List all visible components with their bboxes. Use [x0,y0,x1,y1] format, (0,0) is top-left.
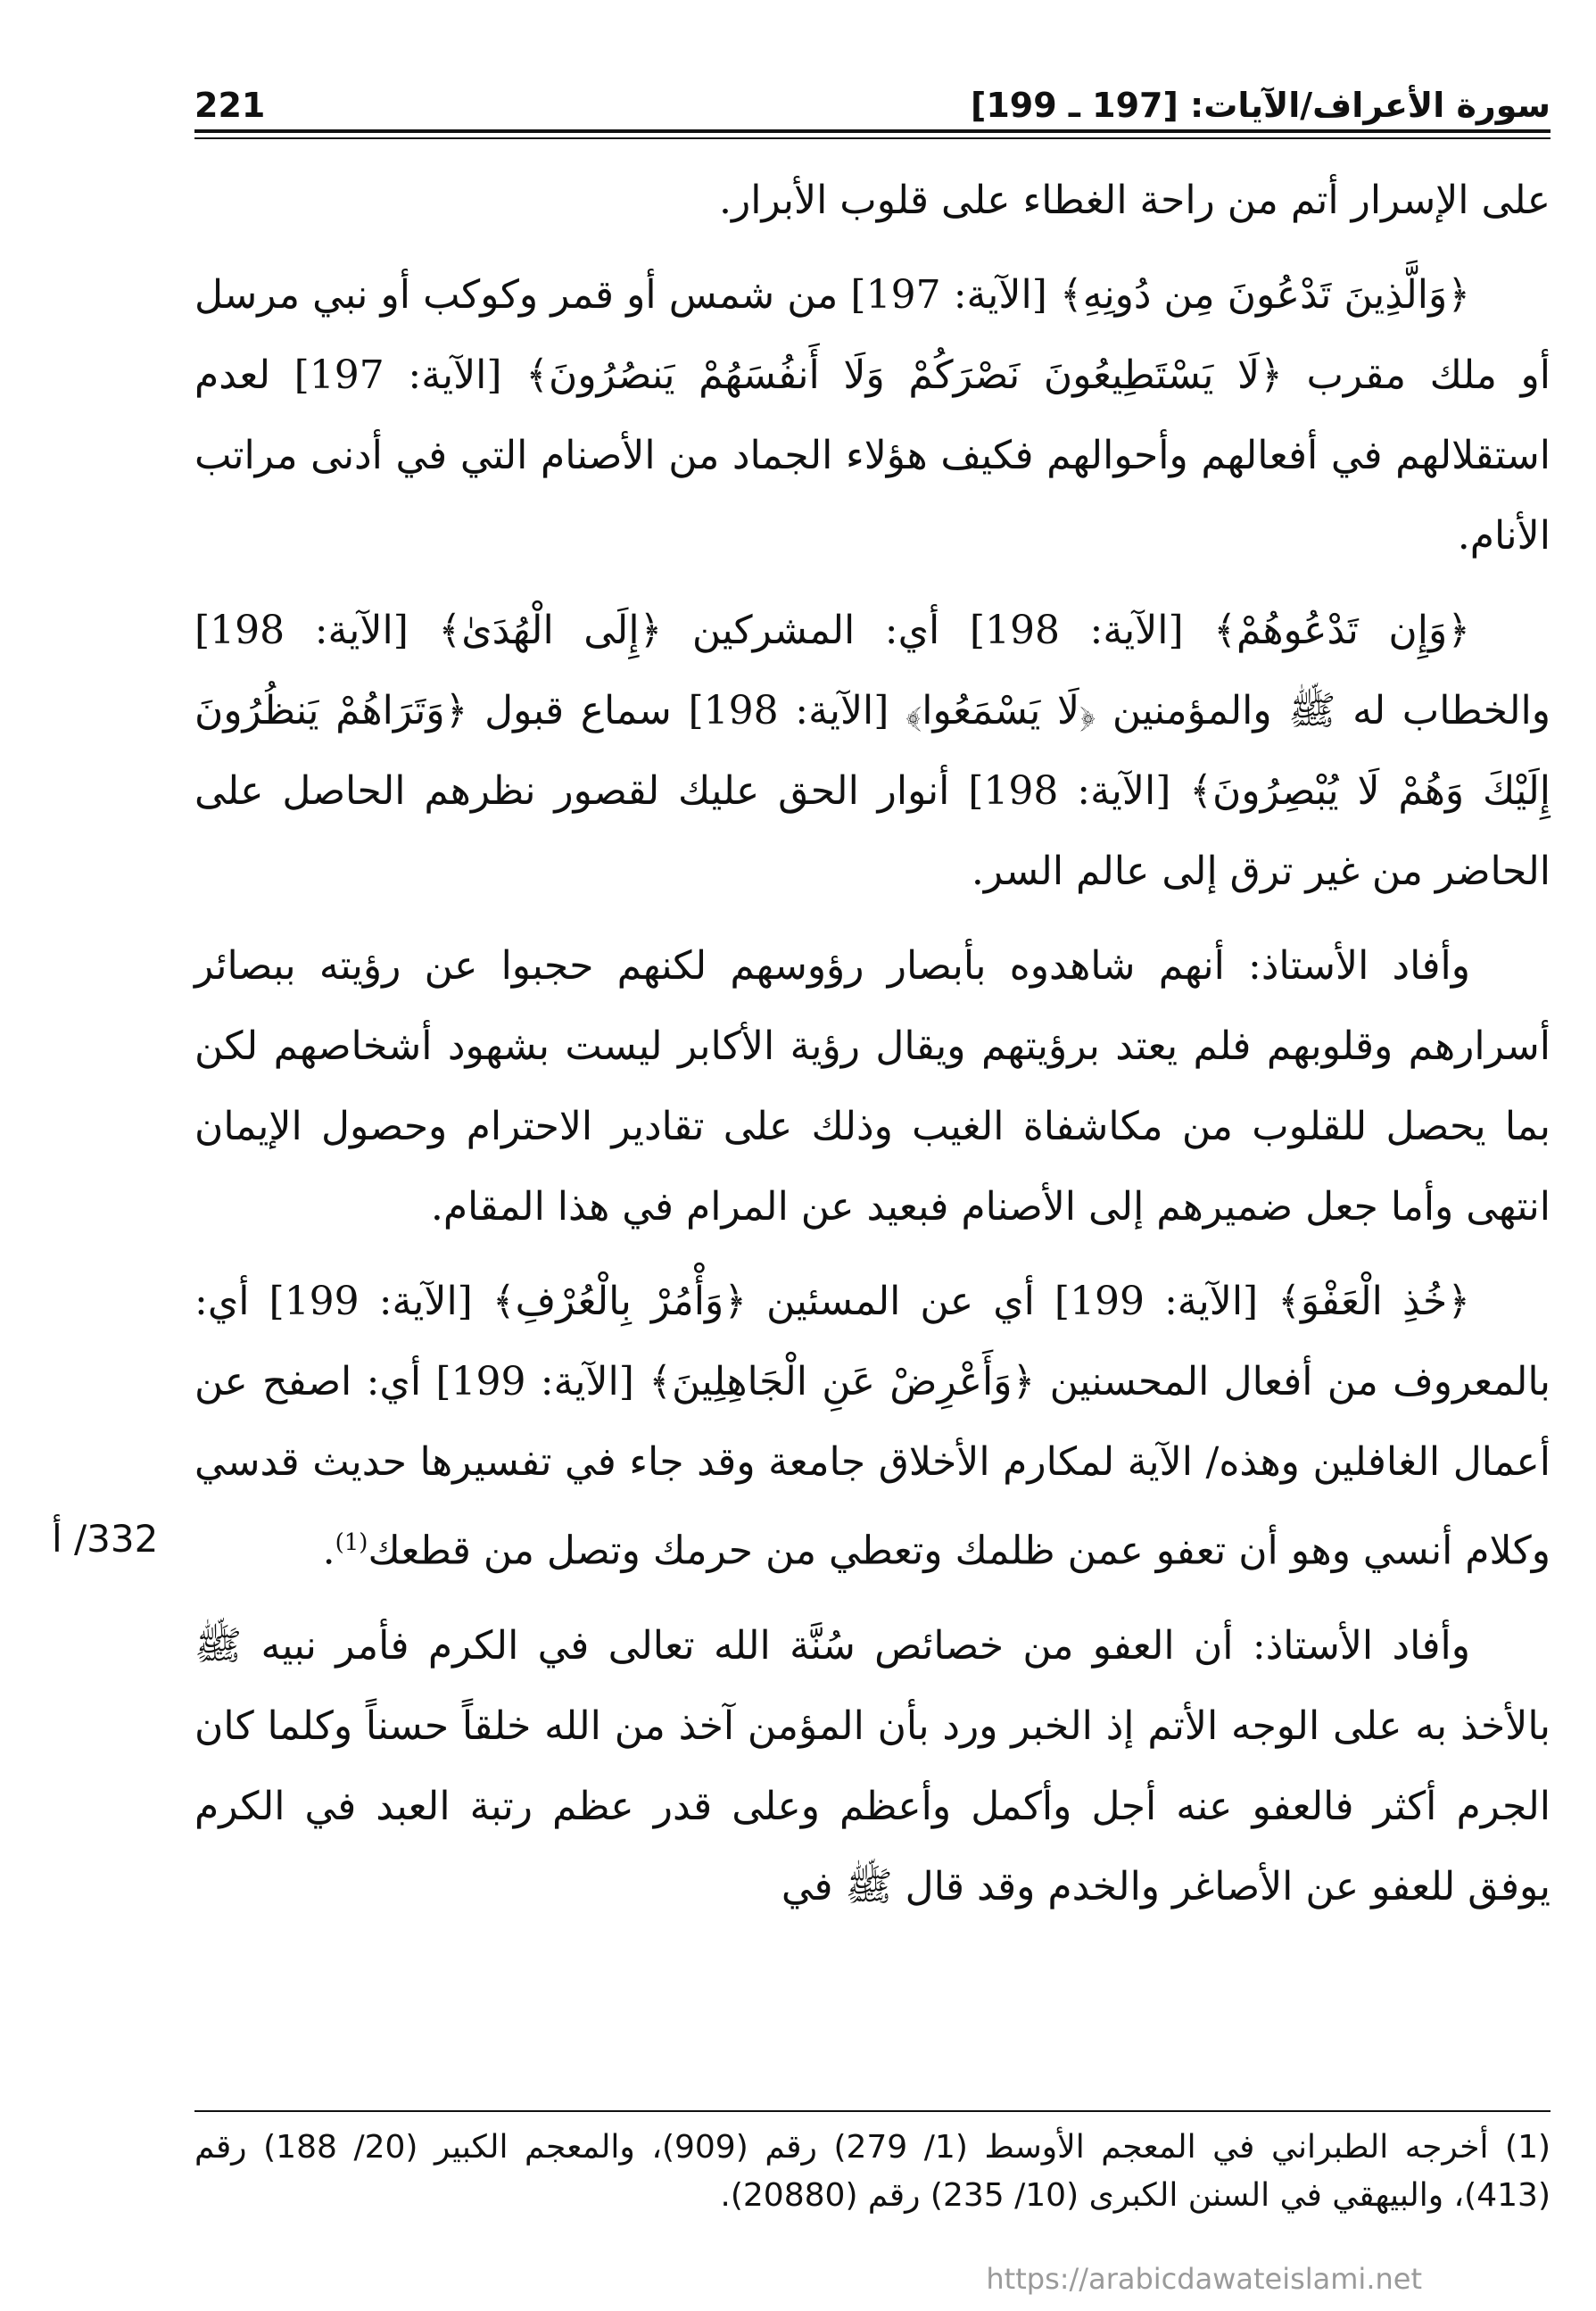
paragraph-5-end: . [322,1528,335,1574]
header-rule-thick [194,129,1551,133]
paragraph-5 [194,1262,1551,1592]
footnotes [194,2124,1551,2220]
header-rule-thin [194,137,1551,139]
watermark-url: https://arabicdawateislami.net [986,2262,1422,2296]
running-title: سورة الأعراف/الآيات: [197 ـ 199] [970,86,1551,125]
page-number: 221 [194,86,266,125]
page-header [194,55,1551,125]
main-text [194,161,1551,1942]
manuscript-folio-note: 332/ أ [52,1517,159,1561]
paragraph-4: وأفاد الأستاذ: أنهم شاهدوه بأبصار رؤوسهم لكنهم حجبوا عن رؤيته ببصائر أسرارهم وقلوبهم فلم يعتد برؤيتهم ويقال رؤية الأكابر ليست بشهود أشخاصهم لكن بما يحصل للقلوب من مكاشفاة الغيب وذلك على تقادير الاحترام وحصول الإيمان انتهى وأما جعل ضميرهم إلى الأصنام فبعيد عن المرام في هذا المقام. [194,943,1551,1230]
paragraph-2: ﴿وَالَّذِينَ تَدْعُونَ مِن دُونِهِ﴾ [الآية: 197] من شمس أو قمر وكوكب أو نبي مرسل أو ملك مقرب ﴿لَا يَسْتَطِيعُونَ نَصْرَكُمْ وَلَا أَنفُسَهُمْ يَنصُرُونَ﴾ [الآية: 197] لعدم استقلالهم في أفعالهم وأحوالهم فكيف هؤلاء الجماد من الأصنام التي في أدنى مراتب الأنام. [194,272,1551,559]
paragraph-1: على الإسرار أتم من راحة الغطاء على قلوب الأبرار. [719,178,1551,223]
paragraph-3: ﴿وَإِن تَدْعُوهُمْ﴾ [الآية: 198] أي: المشركين ﴿إِلَى الْهُدَىٰ﴾ [الآية: 198] والخطاب له ﷺ والمؤمنين ﴿لَا يَسْمَعُوا﴾ [الآية: 198] سماع قبول ﴿وَتَرَاهُمْ يَنظُرُونَ إِلَيْكَ وَهُمْ لَا يُبْصِرُونَ﴾ [الآية: 198] أنوار الحق عليك لقصور نظرهم الحاصل على الحاضر من غير ترق إلى عالم السر. [194,608,1551,894]
footnote-separator [194,2110,1551,2112]
paragraph-5-text: ﴿خُذِ الْعَفْوَ﴾ [الآية: 199] أي عن المسئين ﴿وَأْمُرْ بِالْعُرْفِ﴾ [الآية: 199] أي: بالمعروف من أفعال المحسنين ﴿وَأَعْرِضْ عَنِ الْجَاهِلِينَ﴾ [الآية: 199] أي: اصفح عن أعمال الغافلين وهذه/ الآية لمكارم الأخلاق جامعة وقد جاء في تفسيرها حديث قدسي وكلام أنسي وهو أن تعفو عمن ظلمك وتعطي من حرمك وتصل من قطعك [194,1279,1551,1574]
paragraph-6: وأفاد الأستاذ: أن العفو من خصائص سُنَّة الله تعالى في الكرم فأمر نبيه ﷺ بالأخذ به على الوجه الأتم إذ الخبر ورد بأن المؤمن آخذ من الله خلقاً حسناً وكلما كان الجرم أكثر فالعفو عنه أجل وأكمل وأعظم وعلى قدر عظم رتبة العبد في الكرم يوفق للعفو عن الأصاغر والخدم وقد قال ﷺ في [194,1622,1551,1909]
footnote-reference[interactable]: (1) [335,1529,368,1556]
footnote-1: (1) أخرجه الطبراني في المعجم الأوسط (1/ 279) رقم (909)، والمعجم الكبير (20/ 188) رقم (413)، والبيهقي في السنن الكبرى (10/ 235) رقم (20880). [194,2129,1551,2214]
